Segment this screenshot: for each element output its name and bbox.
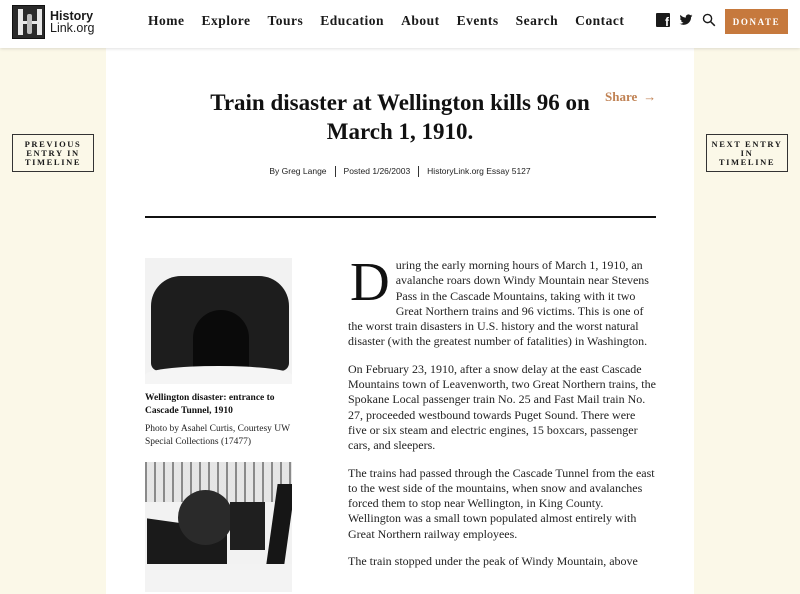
next-entry-button[interactable]: NEXT ENTRY IN TIMELINE [706, 134, 788, 172]
nav-events[interactable]: Events [456, 13, 499, 28]
byline [106, 166, 694, 177]
title-divider [145, 216, 656, 218]
logo-mark-icon [12, 5, 45, 39]
arrow-right-icon: → [643, 89, 657, 104]
photo-cascade-tunnel[interactable] [145, 258, 292, 384]
facebook-icon[interactable] [656, 13, 670, 27]
share-link[interactable] [605, 89, 656, 105]
byline-author: By Greg Lange [269, 166, 327, 176]
article-paragraph: On February 23, 1910, after a snow delay at the east Cascade Mountains town of Leavenworth, two Great Northern trains, the Spokane Local passenger train No. 25 and Fast Mail train No. 27, proceeded westbound towards Puget Sound. There were five or six steam and electric engines, 15 boxcars, passenger cars, and sleepers. [348, 361, 656, 453]
logo-text [50, 10, 94, 34]
twitter-icon[interactable] [679, 13, 693, 27]
article-title: Train disaster at Wellington kills 96 on March 1, 1910. [210, 90, 590, 144]
article-paragraph: The train stopped under the peak of Windy Mountain, above [348, 554, 638, 569]
share-label: Share [605, 89, 638, 104]
article-paragraph: During the early morning hours of March 1, 1910, an avalanche roars down Windy Mountain near Stevens Pass in the Cascade Mountains, taking with it two Great Northern trains and 96 victims. This is one of the worst train disasters in U.S. history and the worst natural disaster (with the greatest number of fatalities) in Washington. [348, 258, 649, 349]
byline-essay: HistoryLink.org Essay 5127 [427, 166, 531, 176]
photo-caption-title: Wellington disaster: entrance to Cascade Tunnel, 1910 [145, 393, 275, 416]
site-header [0, 0, 800, 48]
logo-line-2: Link.org [50, 21, 95, 35]
article-paragraph: The trains had passed through the Cascade Tunnel from the east to the west side of the mountains, when snow and avalanches forced them to stop near Wellington, in King County. Wellington was a small town populated almost entirely with Great Northern railway employees. [348, 465, 655, 541]
article-body [348, 258, 656, 594]
byline-divider [335, 166, 336, 177]
nav-explore[interactable]: Explore [201, 13, 251, 28]
nav-home[interactable]: Home [148, 13, 185, 28]
search-icon[interactable] [702, 13, 716, 27]
byline-posted: Posted 1/26/2003 [343, 166, 411, 176]
donate-button[interactable]: DONATE [725, 9, 788, 34]
nav-about[interactable]: About [401, 13, 440, 28]
nav-tours[interactable]: Tours [267, 13, 304, 28]
logo-line-1: History [50, 9, 94, 23]
nav-search[interactable]: Search [515, 13, 559, 28]
social-links [656, 13, 716, 27]
photo-sidebar [145, 258, 293, 592]
photo-wreckage[interactable] [145, 462, 292, 592]
main-nav [148, 13, 641, 29]
byline-divider [418, 166, 419, 177]
nav-education[interactable]: Education [320, 13, 385, 28]
previous-entry-button[interactable]: PREVIOUS ENTRY IN TIMELINE [12, 134, 94, 172]
photo-caption-credit: Photo by Asahel Curtis, Courtesy UW Special Collections (17477) [145, 424, 290, 447]
historylink-logo[interactable] [12, 5, 94, 39]
drop-cap: D [350, 258, 390, 312]
nav-contact[interactable]: Contact [575, 13, 625, 28]
